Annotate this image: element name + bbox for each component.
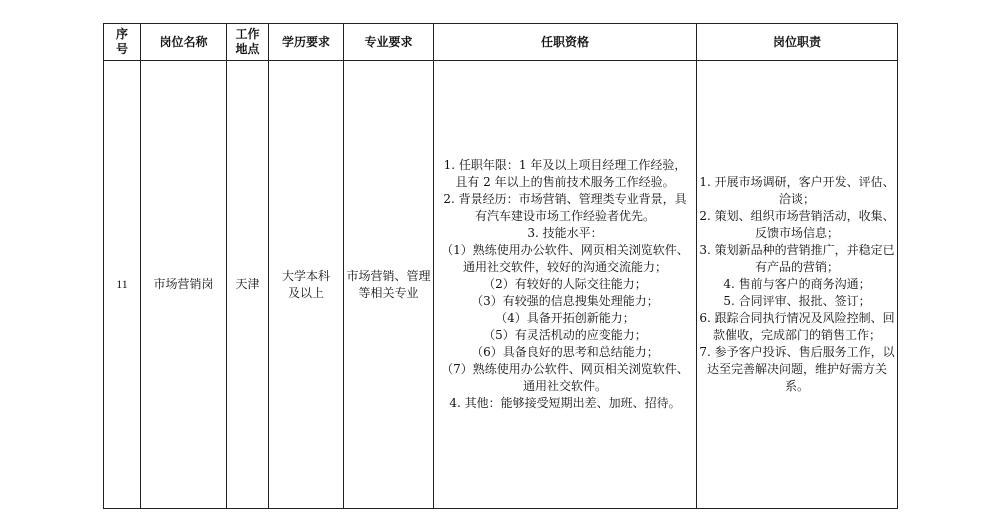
qualification-line: （2）有较好的人际交往能力； [483,277,647,291]
header-location: 工作地点 [227,24,269,61]
header-major: 专业要求 [344,24,434,61]
duty-line: 反馈市场信息； [754,226,839,240]
duty-line: 5. 合同评审、报批、签订； [723,294,871,308]
major-line: 等相关专业 [358,285,419,300]
header-qualifications: 任职资格 [434,24,697,61]
duty-line: 系。 [784,379,809,393]
education-line: 大学本科 [281,268,330,283]
duty-line: 有产品的营销； [754,260,839,274]
header-seq: 序号 [104,24,141,61]
duty-line: 达至完善解决问题，维护好需方关 [706,362,887,376]
duty-line: 洽谈； [778,192,815,206]
job-posting-table [103,23,898,509]
qualification-line: 且有 2 年以上的售前技术服务工作经验。 [455,175,675,189]
qualification-line: （7）熟练使用办公软件、网页相关浏览软件、 [441,362,689,376]
qualification-line: 通用社交软件。 [522,379,607,393]
cell-location: 天津 [227,61,269,509]
cell-duties [697,61,898,509]
table-row [104,61,898,509]
qualification-line: 1. 任职年限：1 年及以上项目经理工作经验， [443,158,687,172]
qualification-line: （4）具备开拓创新能力； [495,311,635,325]
education-line: 及以上 [287,285,324,300]
duty-line: 2. 策划、组织市场营销活动，收集、 [699,209,895,223]
major-line: 市场营销、管理 [346,268,431,283]
qualification-line: 2. 背景经历：市场营销、管理类专业背景，具 [443,192,687,206]
duty-line: 款催收，完成部门的销售工作； [712,328,881,342]
cell-education [269,61,344,509]
qualification-line: （6）具备良好的思考和总结能力； [471,345,659,359]
duty-line: 7. 参予客户投诉、售后服务工作，以 [699,345,895,359]
qualification-line: （5）有灵活机动的应变能力； [483,328,647,342]
cell-seq: 11 [104,61,141,509]
duty-line: 4. 售前与客户的商务沟通； [723,277,871,291]
duty-line: 6. 跟踪合同执行情况及风险控制、回 [699,311,895,325]
cell-qualifications [434,61,697,509]
cell-major [344,61,434,509]
qualification-line: （3）有较强的信息搜集处理能力； [471,294,659,308]
qualification-line: 3. 技能水平： [527,226,603,240]
qualification-line: 有汽车建设市场工作经验者优先。 [474,209,655,223]
header-position: 岗位名称 [141,24,227,61]
header-education: 学历要求 [269,24,344,61]
duty-line: 1. 开展市场调研，客户开发、评估、 [699,175,895,189]
duty-line: 3. 策划新品种的营销推广，并稳定已 [699,243,895,257]
header-row [104,24,898,61]
cell-position: 市场营销岗 [141,61,227,509]
qualification-line: （1）熟练使用办公软件、网页相关浏览软件、 [441,243,689,257]
qualification-line: 4. 其他：能够接受短期出差、加班、招待。 [449,396,681,410]
qualification-line: 通用社交软件，较好的沟通交流能力； [462,260,667,274]
header-duties: 岗位职责 [697,24,898,61]
